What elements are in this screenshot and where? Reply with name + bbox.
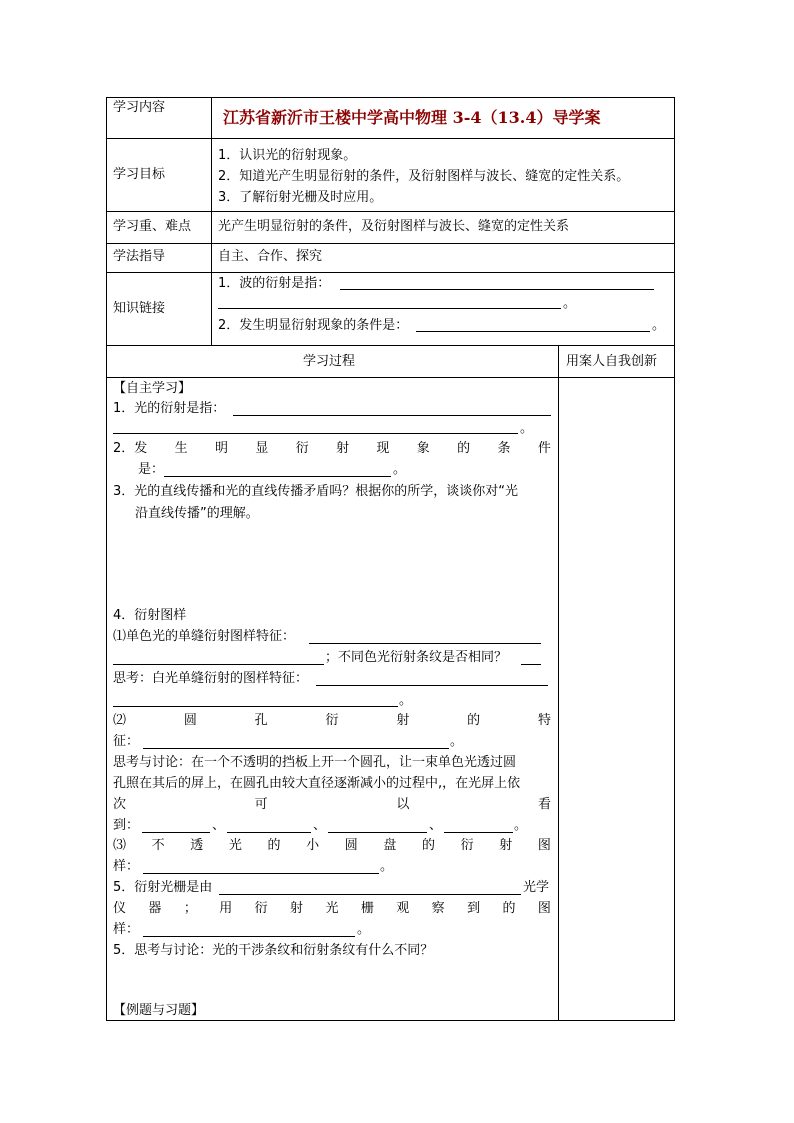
knowledge-q2: 2．发生明显衍射现象的条件是： [218,318,409,333]
period: 。 [450,734,464,749]
question-5-start: 5．衍射光栅是由 [113,880,213,895]
row-divider [107,211,674,212]
period: 。 [514,818,528,833]
question-4-2-justified: ⑵ 圆 孔 衍 射 的 特 [113,713,551,728]
answer-blank[interactable] [227,832,311,833]
question-4-3-cont: 样： [113,859,140,874]
row-divider [107,243,674,244]
row-divider [107,138,674,139]
key-points-text: 光产生明显衍射的条件，及衍射图样与波长、缝宽的定性关系 [218,219,570,234]
answer-blank[interactable] [142,832,210,833]
answer-blank[interactable] [143,748,449,749]
question-6: 5．思考与讨论：光的干涉条纹和衍射条纹有什么不同？ [113,943,434,958]
objective-item: 2．知道光产生明显衍射的条件，及衍射图样与波长、缝宽的定性关系。 [218,169,630,184]
answer-blank[interactable] [416,331,650,332]
period: 。 [520,421,534,436]
answer-blank[interactable] [316,685,548,686]
question-5-justified: 仪 器 ； 用 衍 射 光 栅 观 察 到 的 图 [113,901,551,916]
separator: 、 [212,818,226,833]
answer-blank[interactable] [113,664,324,665]
page-title: 江苏省新沂市王楼中学高中物理 3-4（13.4）导学案 [223,108,601,127]
period: 。 [393,462,407,477]
period: 。 [563,296,577,311]
column-divider [558,345,559,1020]
discussion-line2: 孔照在其后的屏上，在圆孔由较大直径逐渐减小的过程中,，在光屏上依 [113,776,521,791]
period: 。 [380,859,394,874]
question-5-end: 光学 [523,880,550,895]
answer-blank[interactable] [328,832,427,833]
row-divider [107,345,674,346]
section-self-study: 【自主学习】 [113,381,192,396]
label-knowledge: 知识链接 [113,301,166,316]
answer-blank[interactable] [164,476,391,477]
question-3-line2: 沿直线传播”的理解。 [135,506,259,521]
answer-blank[interactable] [219,894,521,895]
question-3-line1: 3．光的直线传播和光的直线传播矛盾吗？根据你的所学，谈谈你对“光 [113,484,519,499]
label-key-points: 学习重、难点 [113,219,192,234]
period: 。 [652,318,666,333]
method-text: 自主、合作、探究 [218,249,323,264]
answer-blank[interactable] [143,873,379,874]
answer-blank[interactable] [113,706,398,707]
answer-blank[interactable] [143,936,355,937]
discussion-line1: 思考与讨论：在一个不透明的挡板上开一个圆孔，让一束单色光透过圆 [113,755,517,770]
label-content: 学习内容 [113,100,166,115]
knowledge-q1: 1．波的衍射是指： [218,276,331,291]
question-4: 4．衍射图样 [113,608,187,623]
period: 。 [357,922,371,937]
question-4-2-cont: 征： [113,734,140,749]
row-divider [107,377,674,378]
question-4-3-justified: ⑶ 不 透 光 的 小 圆 盘 的 衍 射 图 [113,838,551,853]
label-objectives: 学习目标 [113,167,166,182]
discussion-justified: 次 可 以 看 [113,797,551,812]
question-2-justified: 2．发 生 明 显 衍 射 现 象 的 条 件 [113,441,551,456]
answer-blank[interactable] [521,664,541,665]
think-1: 思考：白光单缝衍射的图样特征： [113,671,309,686]
label-method: 学法指导 [113,249,166,264]
question-4-1: ⑴单色光的单缝衍射图样特征： [113,629,296,644]
answer-blank[interactable] [340,289,654,290]
answer-blank[interactable] [444,832,513,833]
objective-item: 1．认识光的衍射现象。 [218,148,357,163]
worksheet-table [106,97,675,1021]
question-2-cont: 是： [138,462,165,477]
column-divider [211,98,212,345]
answer-blank[interactable] [233,415,551,416]
question-4-1-mid: ；不同色光衍射条纹是否相同？ [325,650,508,665]
objective-item: 3．了解衍射光栅及时应用。 [218,190,383,205]
answer-blank[interactable] [309,643,541,644]
separator: 、 [313,818,327,833]
period: 。 [399,693,413,708]
answer-blank[interactable] [113,433,518,434]
section-examples: 【例题与习题】 [113,1003,205,1018]
separator: 、 [429,818,443,833]
answer-blank[interactable] [218,308,561,309]
question-5-cont: 样： [113,922,140,937]
question-1: 1．光的衍射是指： [113,401,226,416]
row-divider [107,272,674,273]
side-header: 用案人自我创新 [566,354,658,369]
discussion-cont: 到： [113,818,140,833]
process-header: 学习过程 [303,354,356,369]
